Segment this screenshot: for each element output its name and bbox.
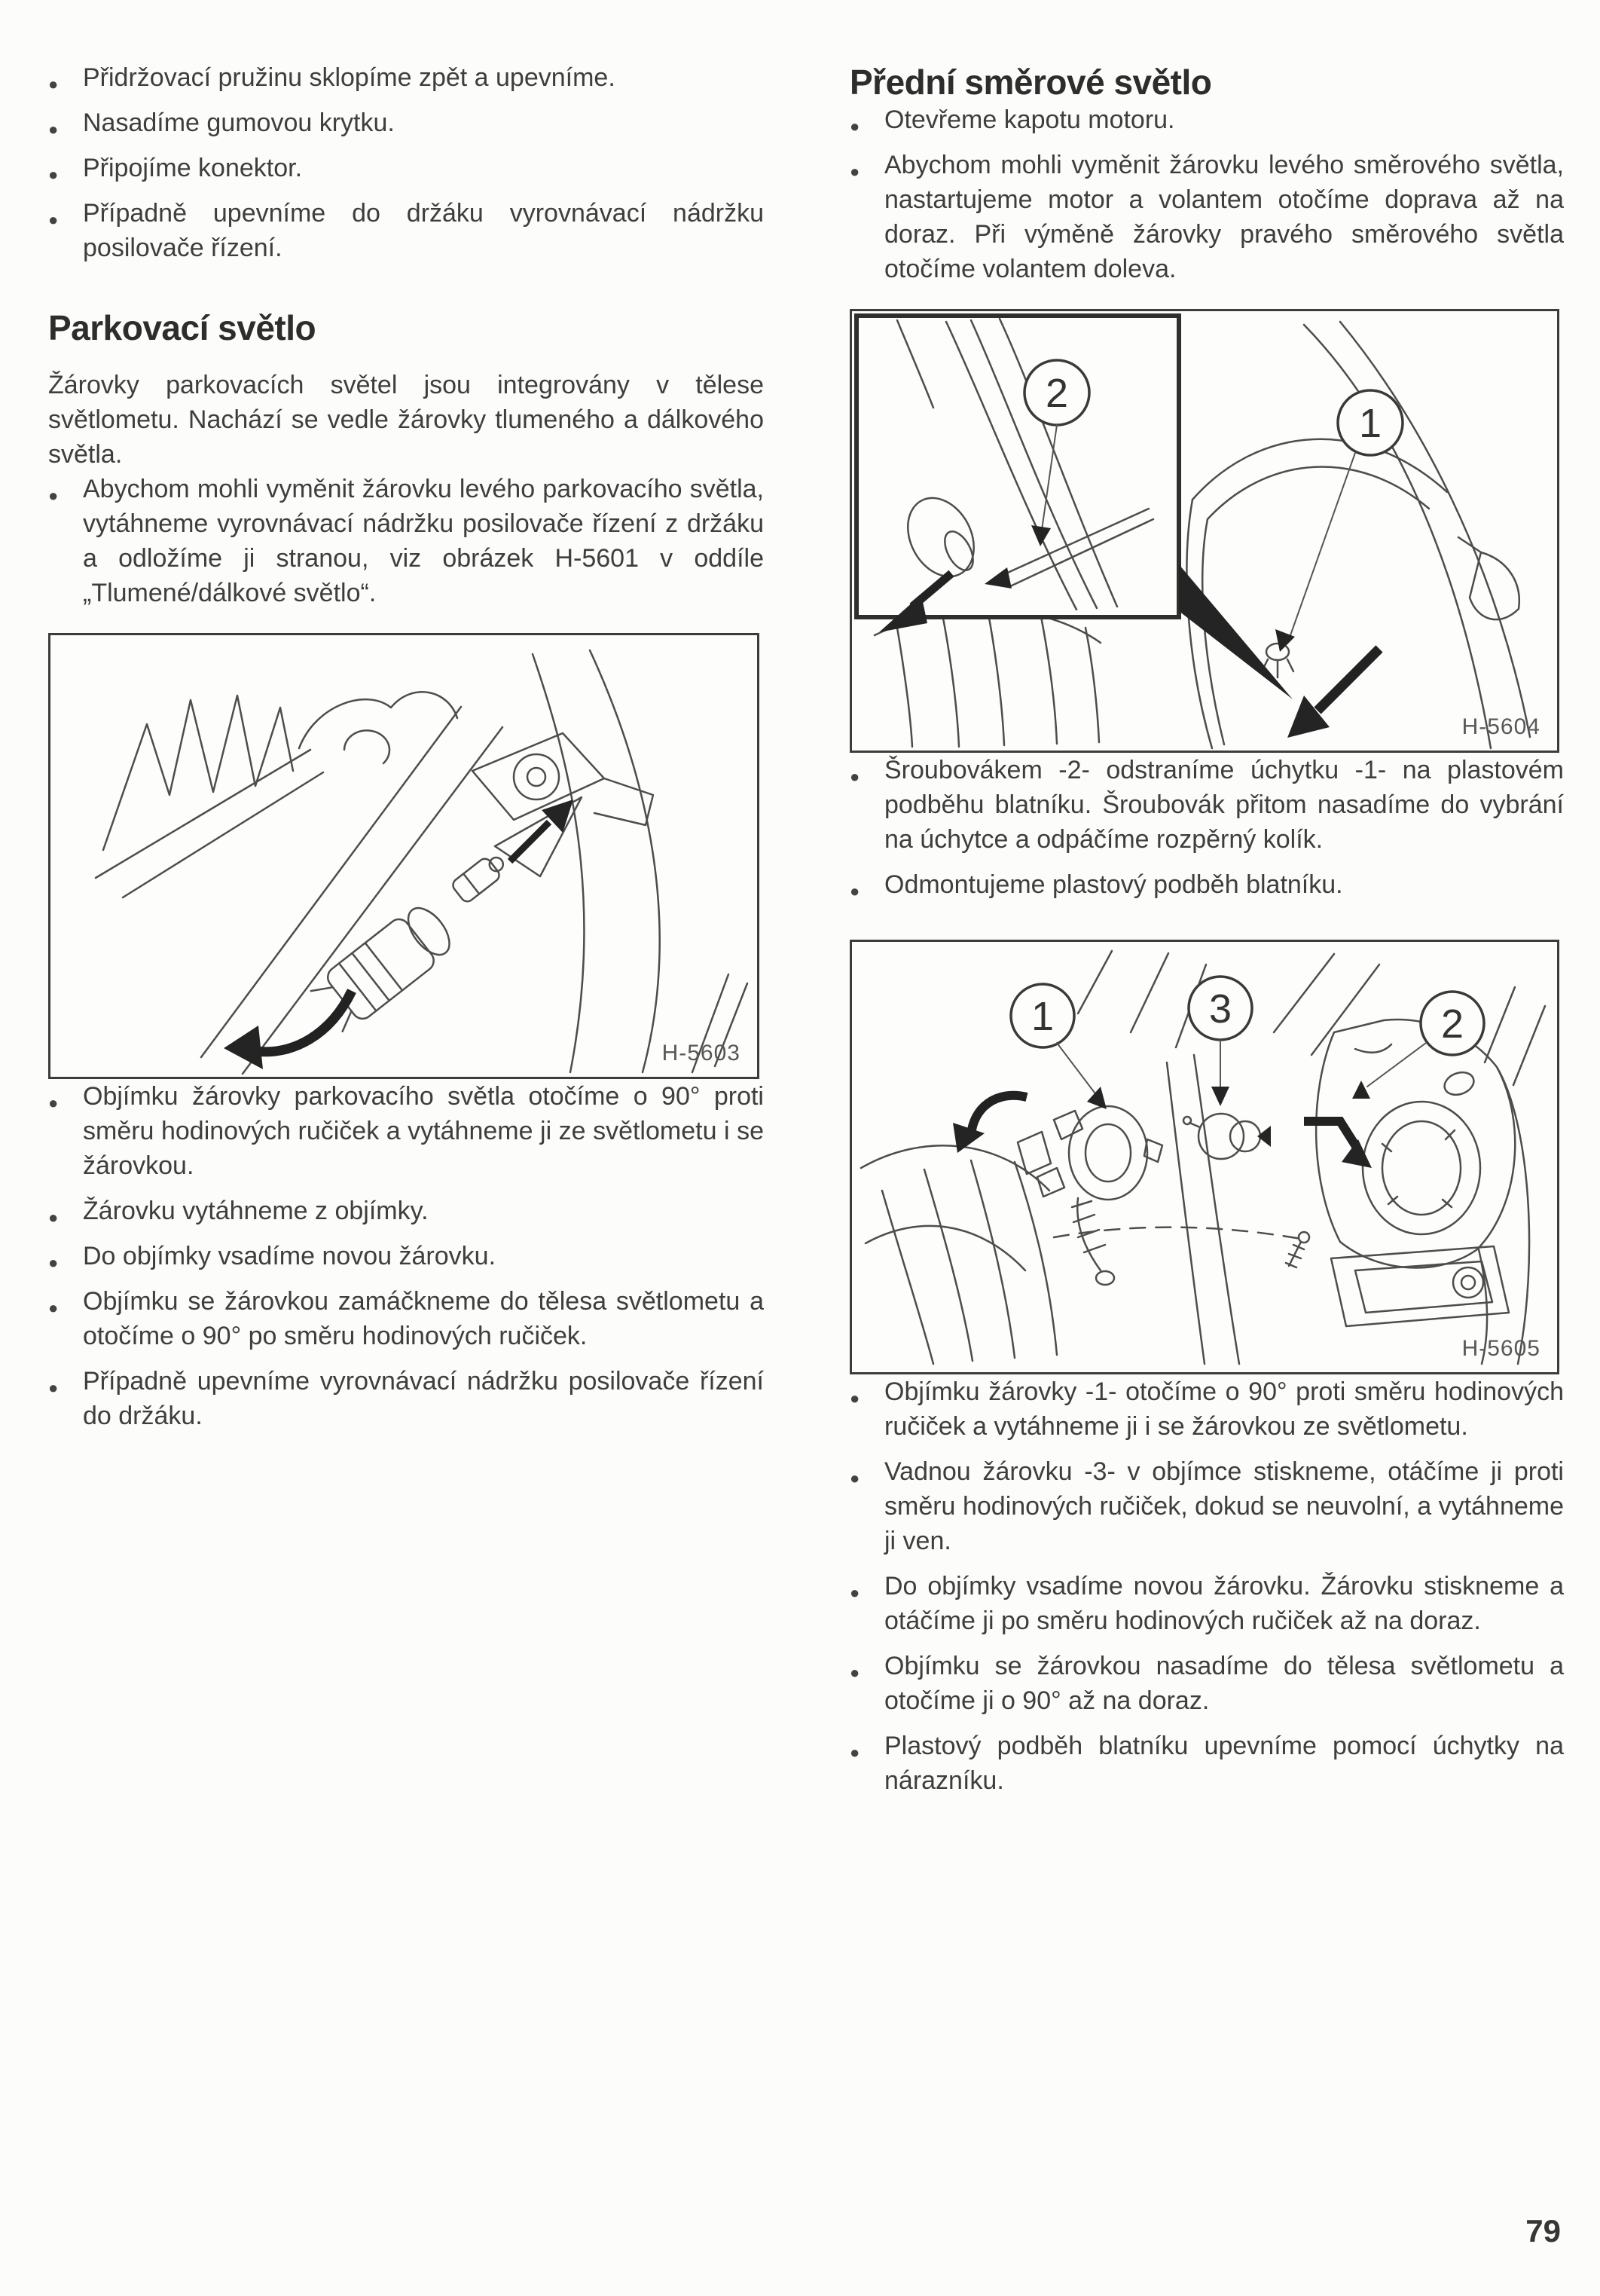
pull-out-arrow — [1304, 1121, 1372, 1168]
bullet-item: ● Vadnou žárovku -3- v objímce stiskneme, otáčíme ji proti směru hodinových ručiček, dokud se neuvolní, a vytáhneme ji ven. — [850, 1454, 1564, 1558]
figure-h5605 — [850, 940, 1559, 1374]
bullet-item: ● Plastový podběh blatníku upevníme pomocí úchytky na nárazníku. — [850, 1729, 1564, 1798]
parking-light-paragraph: Žárovky parkovacích světel jsou integrovány v tělese světlometu. Nachází se vedle žárovky tlumeného a dálkového světla. — [48, 371, 764, 469]
figure-label: H-5604 — [1461, 714, 1540, 739]
callout-2-number: 2 — [1045, 371, 1069, 416]
figure-h5604 — [850, 309, 1559, 753]
bullet-item: ● Abychom mohli vyměnit žárovku levého parkovacího světla, vytáhneme vyrovnávací nádržku posilovače řízení z držáku a odložíme ji stranou, viz obrázek H-5601 v oddíle „Tlumené/dálkové světlo“. — [48, 472, 764, 610]
bullet-item: ● Abychom mohli vyměnit žárovku levého směrového světla, nastartujeme motor a volantem otočíme doprava až na doraz. Při výměně žárovky pravého směrového světla otočíme volantem doleva. — [850, 148, 1564, 286]
rotate-counterclockwise-arrow — [224, 991, 352, 1069]
parking-pre-figure-list — [48, 472, 764, 610]
callout-2-number: 2 — [1440, 1001, 1464, 1047]
bulb-holder-drawing — [852, 942, 1557, 1372]
wheel-arch-clip-drawing — [852, 311, 1557, 751]
bullet-item: ● Přidržovací pružinu sklopíme zpět a upevníme. — [48, 60, 764, 95]
section-heading-front-turn-signal: Přední směrové světlo — [850, 63, 1212, 102]
right-column — [850, 60, 1564, 1798]
rotate-counterclockwise-arrow — [953, 1096, 1027, 1153]
bullet-item: ● Šroubovákem -2- odstraníme úchytku -1- na plastovém podběhu blatníku. Šroubovák přitom nasadíme do vybrání na úchytce a odpáčíme rozpěrný kolík. — [850, 753, 1564, 857]
intro-bullet-list — [48, 60, 764, 265]
turn-signal-mid-list — [850, 753, 1564, 902]
page-number: 79 — [1525, 2213, 1561, 2249]
bullet-item: ● Objímku žárovky parkovacího světla otočíme o 90° proti směru hodinových ručiček a vytáhneme ji ze světlometu i se žárovkou. — [48, 1079, 764, 1183]
figure-label: H-5605 — [1461, 1336, 1540, 1361]
callout-3-number: 3 — [1208, 986, 1232, 1032]
bullet-item: ● Do objímky vsadíme novou žárovku. — [48, 1239, 764, 1273]
bullet-item: ● Otevřeme kapotu motoru. — [850, 102, 1564, 137]
left-column — [48, 60, 764, 1798]
line-art — [96, 650, 747, 1074]
bullet-item: ● Žárovku vytáhneme z objímky. — [48, 1194, 764, 1228]
callout-2 — [1352, 992, 1484, 1099]
callout-1-number: 1 — [1358, 401, 1382, 446]
section-heading-parking-light: Parkovací světlo — [48, 308, 316, 347]
bullet-item: ● Případně upevníme vyrovnávací nádržku posilovače řízení do držáku. — [48, 1364, 764, 1433]
bullet-item: ● Objímku se žárovkou zamáčkneme do tělesa světlometu a otočíme o 90° po směru hodinových ručiček. — [48, 1284, 764, 1353]
bullet-item: ● Připojíme konektor. — [48, 151, 764, 185]
figure-label: H-5603 — [661, 1041, 740, 1065]
bullet-item: ● Nasadíme gumovou krytku. — [48, 105, 764, 140]
parking-light-bulb-drawing — [50, 635, 757, 1077]
bullet-item: ● Do objímky vsadíme novou žárovku. Žárovku stiskneme a otáčíme ji po směru hodinových ručiček až na doraz. — [850, 1569, 1564, 1638]
figure-h5603 — [48, 633, 759, 1079]
callout-1 — [1011, 984, 1107, 1109]
callout-1-number: 1 — [1031, 994, 1055, 1039]
parking-post-figure-list — [48, 1079, 764, 1433]
turn-signal-top-list — [850, 102, 1564, 286]
removal-direction-arrow — [1287, 649, 1379, 738]
turn-signal-bottom-list — [850, 1374, 1564, 1798]
bullet-item: ● Objímku žárovky -1- otočíme o 90° proti směru hodinových ručiček a vytáhneme ji i se žárovkou ze světlometu. — [850, 1374, 1564, 1444]
bullet-item: ● Odmontujeme plastový podběh blatníku. — [850, 867, 1564, 902]
bullet-item: ● Objímku se žárovkou nasadíme do tělesa světlometu a otočíme ji o 90° až na doraz. — [850, 1649, 1564, 1718]
callout-1 — [1275, 390, 1403, 652]
bullet-item: ● Případně upevníme do držáku vyrovnávací nádržku posilovače řízení. — [48, 196, 764, 265]
inset-detail-box — [856, 316, 1179, 632]
